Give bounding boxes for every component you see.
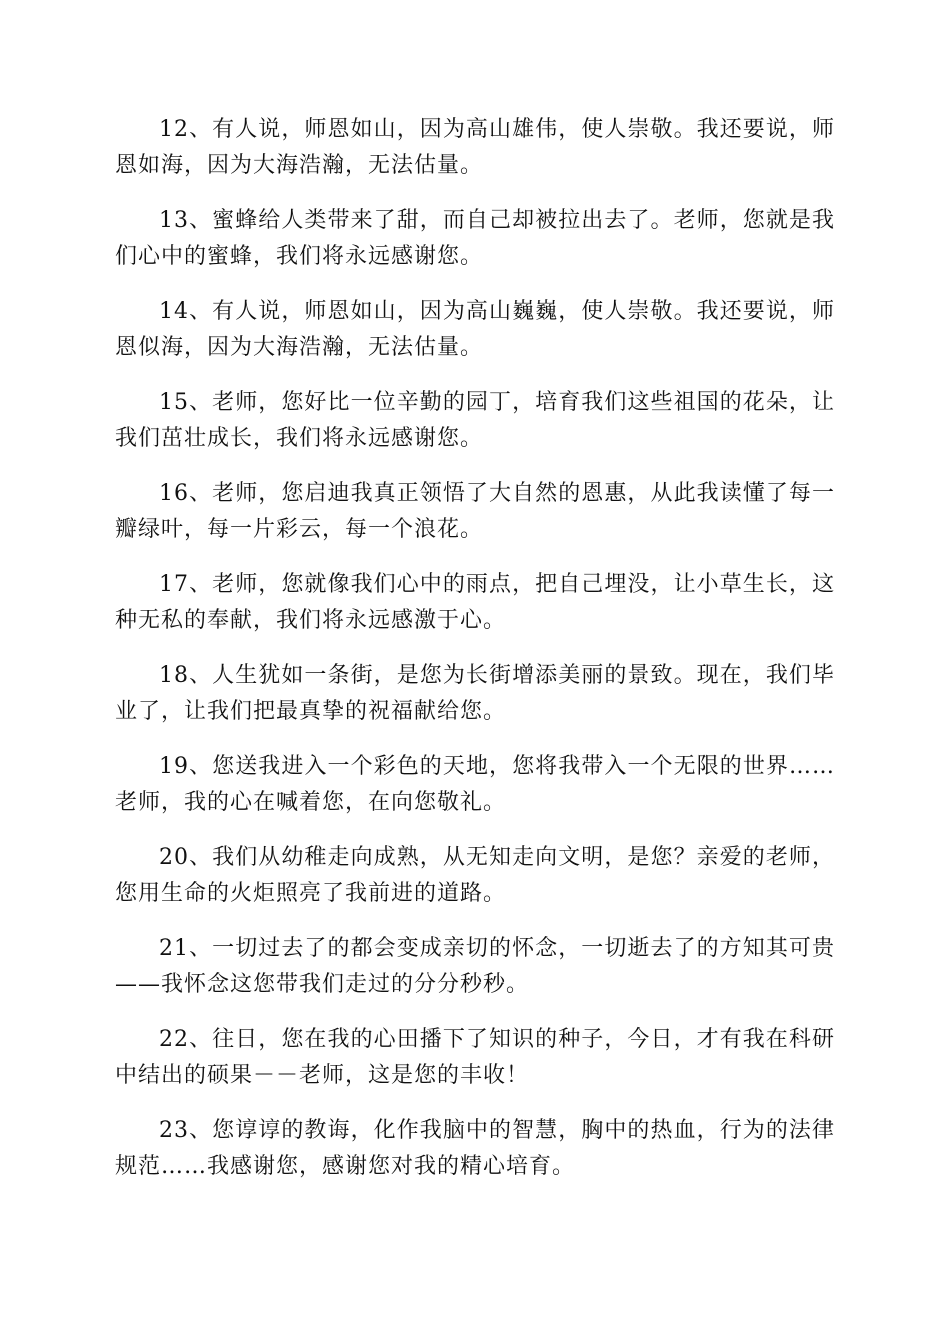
paragraph-13: 13、蜜蜂给人类带来了甜，而自己却被拉出去了。老师，您就是我们心中的蜜蜂，我们将永远感谢您。	[115, 208, 835, 269]
paragraph-17: 17、老师，您就像我们心中的雨点，把自己埋没，让小草生长，这种无私的奉献，我们将永远感激于心。	[115, 572, 835, 633]
paragraph-14: 14、有人说，师恩如山，因为高山巍巍，使人崇敬。我还要说，师恩似海，因为大海浩瀚，无法估量。	[115, 299, 835, 360]
document-body	[115, 112, 835, 1204]
paragraph-15: 15、老师，您好比一位辛勤的园丁，培育我们这些祖国的花朵，让我们茁壮成长，我们将永远感谢您。	[115, 390, 835, 451]
paragraph-23: 23、您谆谆的教诲，化作我脑中的智慧，胸中的热血，行为的法律规范……我感谢您，感谢您对我的精心培育。	[115, 1118, 835, 1179]
paragraph-12: 12、有人说，师恩如山，因为高山雄伟，使人崇敬。我还要说，师恩如海，因为大海浩瀚，无法估量。	[115, 117, 835, 178]
paragraph-16: 16、老师，您启迪我真正领悟了大自然的恩惠，从此我读懂了每一瓣绿叶，每一片彩云，每一个浪花。	[115, 481, 835, 542]
paragraph-22: 22、往日，您在我的心田播下了知识的种子，今日，才有我在科研中结出的硕果－－老师，这是您的丰收！	[115, 1027, 835, 1088]
paragraph-20: 20、我们从幼稚走向成熟，从无知走向文明，是您？亲爱的老师，您用生命的火炬照亮了我前进的道路。	[115, 845, 835, 906]
paragraph-19: 19、您送我进入一个彩色的天地，您将我带入一个无限的世界……老师，我的心在喊着您，在向您敬礼。	[115, 754, 835, 815]
paragraph-21: 21、一切过去了的都会变成亲切的怀念，一切逝去了的方知其可贵——我怀念这您带我们走过的分分秒秒。	[115, 936, 835, 997]
paragraph-18: 18、人生犹如一条街，是您为长街增添美丽的景致。现在，我们毕业了，让我们把最真挚的祝福献给您。	[115, 663, 835, 724]
